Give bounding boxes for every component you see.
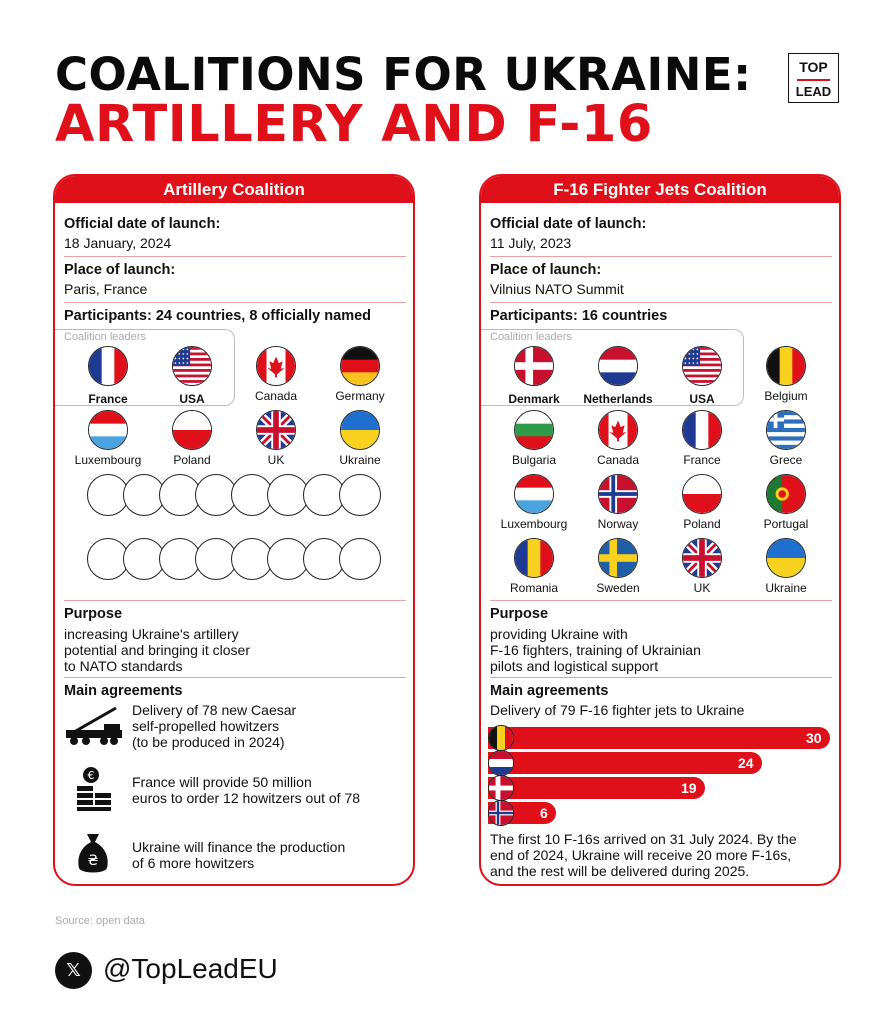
flag-bulgaria-icon <box>514 410 554 450</box>
divider <box>64 256 406 257</box>
purpose-line: F-16 fighters, training of Ukrainian <box>490 642 701 658</box>
bar-value-label: 6 <box>540 805 548 821</box>
page-title-line2: ARTILLERY AND F-16 <box>55 95 653 154</box>
note-line: The first 10 F-16s arrived on 31 July 2024. By the <box>490 831 797 847</box>
flag-canada-icon <box>598 410 638 450</box>
agreement-line: Ukraine will finance the production <box>132 839 346 855</box>
page-title-line1: COALITIONS FOR UKRAINE: <box>55 48 752 101</box>
logo-divider <box>797 79 830 81</box>
bar-belgium <box>488 727 830 749</box>
money-bag-icon <box>75 832 111 876</box>
f16-agreements-label: Main agreements <box>490 683 609 699</box>
f16-date-label: Official date of launch: <box>490 216 647 232</box>
flag-romania-icon <box>514 538 554 578</box>
country-name: Belgium <box>764 389 808 403</box>
flag-france-icon <box>682 410 722 450</box>
country-name: Luxembourg <box>500 517 568 531</box>
country-name: Portugal <box>763 517 809 531</box>
f16-panel-title: F-16 Fighter Jets Coalition <box>481 176 839 203</box>
country-name: Poland <box>173 453 211 467</box>
flag-uk-icon <box>682 538 722 578</box>
artillery-participants: Participants: 24 countries, 8 officially named <box>64 308 372 324</box>
flag-canada-icon <box>256 346 296 386</box>
agreement-text <box>132 774 360 806</box>
agreement-line: euros to order 12 howitzers out of 78 <box>132 790 361 806</box>
country-name: UK <box>693 581 711 595</box>
flag-ukraine-icon <box>340 410 380 450</box>
country-name: Grece <box>769 453 803 467</box>
country-name: France <box>88 392 128 406</box>
unnamed-participant-circle <box>339 538 381 580</box>
country-name: Poland <box>683 517 721 531</box>
top-lead-logo <box>788 53 839 103</box>
bar-row-norway <box>488 802 830 824</box>
flag-denmark-icon <box>488 775 514 801</box>
flag-ukraine-icon <box>766 538 806 578</box>
country-name: Norway <box>597 517 639 531</box>
bar-value-label: 19 <box>681 780 697 796</box>
agreement-line: self-propelled howitzers <box>132 718 280 734</box>
flag-denmark-icon <box>514 346 554 386</box>
f16-participants: Participants: 16 countries <box>490 308 668 324</box>
flag-belgium-icon <box>488 725 514 751</box>
flag-usa-icon <box>682 346 722 386</box>
svg-text:€: € <box>87 769 95 782</box>
divider <box>490 677 832 678</box>
agreement-line: of 6 more howitzers <box>132 855 255 871</box>
country-name: Ukraine <box>339 453 381 467</box>
svg-text:₴: ₴ <box>87 853 99 869</box>
divider <box>490 256 832 257</box>
bar-row-belgium <box>488 727 830 749</box>
country-name: Bulgaria <box>511 453 557 467</box>
bar-row-netherlands <box>488 752 830 774</box>
social-handle: @TopLeadEU <box>103 953 278 984</box>
f16-place-label: Place of launch: <box>490 262 602 278</box>
f16-note <box>490 831 797 879</box>
flag-belgium-icon <box>766 346 806 386</box>
unnamed-participant-circle <box>339 474 381 516</box>
purpose-line: providing Ukraine with <box>490 626 628 642</box>
purpose-line: increasing Ukraine's artillery <box>64 626 239 642</box>
flag-poland-icon <box>172 410 212 450</box>
country-name: Denmark <box>508 392 560 406</box>
artillery-place-label: Place of launch: <box>64 262 176 278</box>
divider <box>64 600 406 601</box>
divider <box>64 677 406 678</box>
country-name: Ukraine <box>765 581 807 595</box>
flag-poland-icon <box>682 474 722 514</box>
country-name: Sweden <box>596 581 640 595</box>
divider <box>64 302 406 303</box>
agreement-line: Delivery of 78 new Caesar <box>132 702 297 718</box>
source-note: Source: open data <box>55 915 145 927</box>
bar-value-label: 30 <box>806 730 822 746</box>
agreement-text <box>132 839 345 871</box>
flag-portugal-icon <box>766 474 806 514</box>
coalition-leaders-caption: Coalition leaders <box>490 331 572 343</box>
country-name: UK <box>267 453 285 467</box>
bar-value-label: 24 <box>738 755 754 771</box>
flag-grece-icon <box>766 410 806 450</box>
divider <box>490 600 832 601</box>
country-name: Germany <box>335 389 385 403</box>
note-line: and the rest will be delivered during 2025. <box>490 863 750 879</box>
country-name: Canada <box>254 389 298 403</box>
country-name: USA <box>179 392 205 406</box>
agreement-line: (to be produced in 2024) <box>132 734 285 750</box>
f16-date-value: 11 July, 2023 <box>490 235 572 251</box>
country-name: Netherlands <box>583 392 653 406</box>
artillery-coalition-panel <box>53 174 415 886</box>
flag-usa-icon <box>172 346 212 386</box>
f16-purpose-text <box>490 626 701 674</box>
agreement-line: France will provide 50 million <box>132 774 312 790</box>
purpose-line: pilots and logistical support <box>490 658 659 674</box>
purpose-line: to NATO standards <box>64 658 183 674</box>
bar-denmark <box>488 777 705 799</box>
coalition-leaders-caption: Coalition leaders <box>64 331 146 343</box>
logo-top-text: TOP <box>799 59 828 75</box>
artillery-place-value: Paris, France <box>64 281 148 297</box>
flag-norway-icon <box>598 474 638 514</box>
country-name: Romania <box>509 581 559 595</box>
country-name: Canada <box>596 453 640 467</box>
f16-purpose-label: Purpose <box>490 606 549 622</box>
agreement-text <box>132 702 296 750</box>
bar-row-denmark <box>488 777 830 799</box>
f16-place-value: Vilnius NATO Summit <box>490 281 624 297</box>
country-name: France <box>683 453 721 467</box>
artillery-agreements-label: Main agreements <box>64 683 183 699</box>
flag-uk-icon <box>256 410 296 450</box>
f16-coalition-panel <box>479 174 841 886</box>
note-line: end of 2024, Ukraine will receive 20 more F-16s, <box>490 847 792 863</box>
flag-germany-icon <box>340 346 380 386</box>
artillery-panel-title: Artillery Coalition <box>55 176 413 203</box>
artillery-purpose-text <box>64 626 250 674</box>
flag-norway-icon <box>488 800 514 826</box>
artillery-date-value: 18 January, 2024 <box>64 235 172 251</box>
purpose-line: potential and bringing it closer <box>64 642 251 658</box>
country-name: USA <box>689 392 715 406</box>
flag-netherlands-icon <box>488 750 514 776</box>
flag-luxembourg-icon <box>514 474 554 514</box>
flag-france-icon <box>88 346 128 386</box>
flag-luxembourg-icon <box>88 410 128 450</box>
flag-sweden-icon <box>598 538 638 578</box>
f16-agreements-text: Delivery of 79 F-16 fighter jets to Ukraine <box>490 702 745 718</box>
artillery-date-label: Official date of launch: <box>64 216 221 232</box>
divider <box>490 302 832 303</box>
artillery-purpose-label: Purpose <box>64 606 123 622</box>
x-logo-icon: 𝕏 <box>55 952 92 989</box>
howitzer-icon <box>64 704 124 748</box>
logo-bottom-text: LEAD <box>795 84 832 99</box>
country-name: Luxembourg <box>74 453 142 467</box>
euro-coins-icon <box>75 766 115 812</box>
bar-netherlands <box>488 752 762 774</box>
flag-netherlands-icon <box>598 346 638 386</box>
